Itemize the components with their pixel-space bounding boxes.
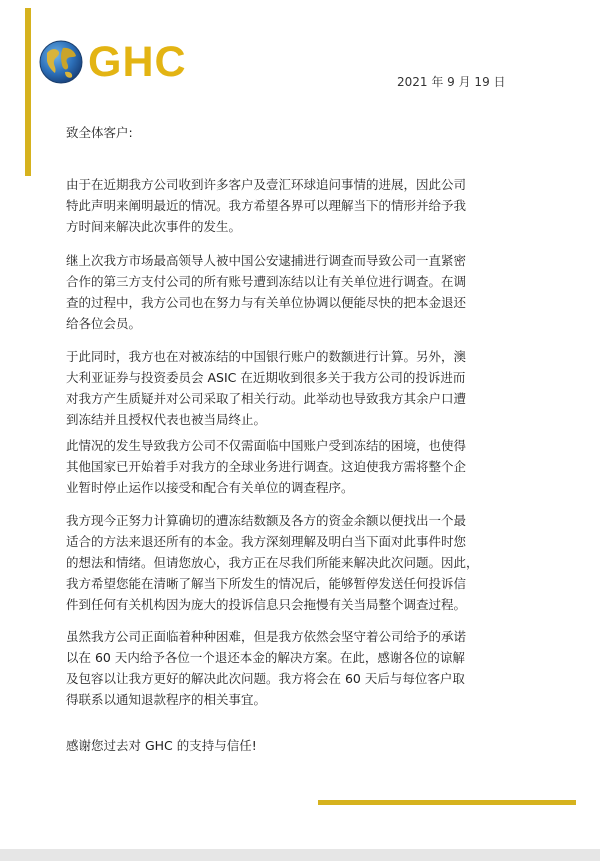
text-line: 于此同时，我方也在对被冻结的中国银行账户的数额进行计算。另外，澳 xyxy=(66,349,467,364)
text-line: 其他国家已开始着手对我方的全球业务进行调查。这迫使我方需将整个企 xyxy=(66,459,467,474)
text-line: 由于在近期我方公司收到许多客户及壹汇环球追问事情的进展，因此公司 xyxy=(66,177,467,192)
text-line: 业暂时停止运作以接受和配合有关单位的调查程序。 xyxy=(66,480,354,495)
text-line: 合作的第三方支付公司的所有账号遭到冻结以让有关单位进行调查。在调 xyxy=(66,274,467,289)
text-line: 及包容以让我方更好的解决此次问题。我方将会在 60 天后与每位客户取 xyxy=(66,671,465,686)
paragraph-4 xyxy=(66,435,546,498)
page-bottom-edge xyxy=(0,849,600,861)
logo-text: GHC xyxy=(88,38,187,86)
text-line: 我方现今正努力计算确切的遭冻结数额及各方的资金余额以便找出一个最 xyxy=(66,513,467,528)
text-line: 我方希望您能在清晰了解当下所发生的情况后，能够暂停发送任何投诉信 xyxy=(66,576,467,591)
text-line: 继上次我方市场最高领导人被中国公安逮捕进行调查而导致公司一直紧密 xyxy=(66,253,467,268)
text-line: 对我方产生质疑并对公司采取了相关行动。此举动也导致我方其余户口遭 xyxy=(66,391,467,406)
text-line: 到冻结并且授权代表也被当局终止。 xyxy=(66,412,267,427)
text-line: 特此声明来阐明最近的情况。我方希望各界可以理解当下的情形并给予我 xyxy=(66,198,467,213)
text-line: 大利亚证券与投资委员会 ASIC 在近期收到很多关于我方公司的投诉进而 xyxy=(66,370,466,385)
ghc-logo xyxy=(38,38,187,86)
paragraph-6 xyxy=(66,626,546,710)
text-line: 的想法和情绪。但请您放心，我方正在尽我们所能来解决此次问题。因此， xyxy=(66,555,479,570)
salutation: 致全体客户: xyxy=(66,125,133,140)
text-line: 以在 60 天内给予各位一个退还本金的解决方案。在此，感谢各位的谅解 xyxy=(66,650,465,665)
paragraph-3 xyxy=(66,346,546,430)
paragraph-5 xyxy=(66,510,546,615)
letter-date: 2021 年 9 月 19 日 xyxy=(397,75,506,89)
text-line: 虽然我方公司正面临着种种困难，但是我方依然会坚守着公司给予的承诺 xyxy=(66,629,467,644)
text-line: 得联系以通知退款程序的相关事宜。 xyxy=(66,692,267,707)
globe-icon xyxy=(38,39,84,85)
text-line: 查的过程中，我方公司也在努力与有关单位协调以便能尽快的把本金退还 xyxy=(66,295,467,310)
left-accent-bar xyxy=(25,8,31,176)
paragraph-1 xyxy=(66,174,546,237)
text-line: 此情况的发生导致我方公司不仅需面临中国账户受到冻结的困境，也使得 xyxy=(66,438,467,453)
closing-line: 感谢您过去对 GHC 的支持与信任! xyxy=(66,738,257,753)
paragraph-2 xyxy=(66,250,546,334)
bottom-accent-bar xyxy=(318,800,576,805)
text-line: 件到任何有关机构因为庞大的投诉信息只会拖慢有关当局整个调查过程。 xyxy=(66,597,467,612)
text-line: 给各位会员。 xyxy=(66,316,142,331)
text-line: 方时间来解决此次事件的发生。 xyxy=(66,219,242,234)
text-line: 适合的方法来退还所有的本金。我方深刻理解及明白当下面对此事件时您 xyxy=(66,534,467,549)
